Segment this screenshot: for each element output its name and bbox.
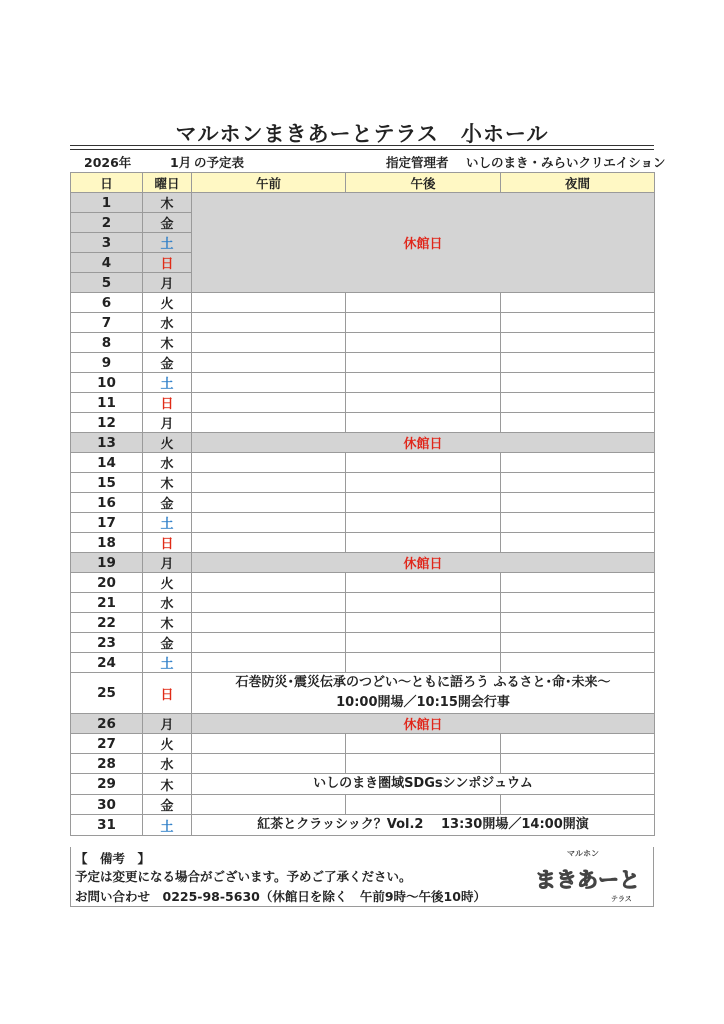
- schedule-row: [71, 613, 655, 633]
- slot-night: [501, 613, 655, 633]
- title-rule-top: [70, 145, 654, 146]
- slot-night: [501, 593, 655, 613]
- day-number: 8: [71, 333, 143, 353]
- weekday: 日: [143, 673, 192, 714]
- slot-afternoon: [346, 573, 501, 593]
- schedule-row: [71, 353, 655, 373]
- weekday: 月: [143, 273, 192, 293]
- slot-morning: [192, 593, 346, 613]
- weekday: 金: [143, 633, 192, 653]
- slot-night: [501, 453, 655, 473]
- closed-day-cell: 休館日: [192, 714, 655, 734]
- schedule-row: [71, 193, 655, 213]
- day-number: 1: [71, 193, 143, 213]
- weekday: 木: [143, 774, 192, 795]
- event-text: 紅茶とクラッシック？Vol.2 13:30開場／14:00開演: [257, 817, 589, 832]
- slot-morning: [192, 795, 346, 815]
- schedule-row: [71, 313, 655, 333]
- closed-day-cell: 休館日: [192, 433, 655, 453]
- makiart-logo: [527, 847, 645, 905]
- slot-night: [501, 513, 655, 533]
- slot-morning: [192, 373, 346, 393]
- slot-afternoon: [346, 413, 501, 433]
- schedule-row: [71, 373, 655, 393]
- weekday: 木: [143, 613, 192, 633]
- weekday: 火: [143, 573, 192, 593]
- schedule-row: [71, 673, 655, 714]
- day-number: 30: [71, 795, 143, 815]
- weekday: 月: [143, 413, 192, 433]
- schedule-row: [71, 393, 655, 413]
- slot-afternoon: [346, 473, 501, 493]
- weekday: 水: [143, 313, 192, 333]
- day-number: 10: [71, 373, 143, 393]
- event-cell: [192, 815, 655, 836]
- slot-night: [501, 373, 655, 393]
- slot-afternoon: [346, 293, 501, 313]
- schedule-row: [71, 774, 655, 795]
- schedule-row: [71, 433, 655, 453]
- slot-morning: [192, 353, 346, 373]
- day-number: 7: [71, 313, 143, 333]
- slot-night: [501, 734, 655, 754]
- schedule-suffix: の予定表: [194, 155, 245, 170]
- event-text: 石巻防災･震災伝承のつどい～ともに語ろう ふるさと･命･未来～: [235, 675, 611, 690]
- slot-night: [501, 393, 655, 413]
- col-header-night: 夜間: [501, 173, 655, 193]
- slot-night: [501, 653, 655, 673]
- day-number: 19: [71, 553, 143, 573]
- slot-morning: [192, 633, 346, 653]
- weekday: 木: [143, 333, 192, 353]
- slot-afternoon: [346, 313, 501, 333]
- col-header-weekday: 曜日: [143, 173, 192, 193]
- schedule-body: [71, 193, 655, 836]
- schedule-row: [71, 815, 655, 836]
- weekday: 土: [143, 513, 192, 533]
- day-number: 16: [71, 493, 143, 513]
- col-header-morning: 午前: [192, 173, 346, 193]
- notes-line-contact: お問い合わせ 0225-98-5630（休館日を除く 午前9時～午後10時）: [75, 889, 486, 904]
- day-number: 13: [71, 433, 143, 453]
- slot-morning: [192, 453, 346, 473]
- schedule-subheader: [70, 150, 666, 172]
- schedule-row: [71, 413, 655, 433]
- day-number: 27: [71, 734, 143, 754]
- day-number: 11: [71, 393, 143, 413]
- schedule-row: [71, 573, 655, 593]
- day-number: 29: [71, 774, 143, 795]
- day-number: 2: [71, 213, 143, 233]
- schedule-row: [71, 513, 655, 533]
- slot-night: [501, 333, 655, 353]
- notes-heading: 【 備考 】: [75, 851, 151, 866]
- day-number: 5: [71, 273, 143, 293]
- day-number: 20: [71, 573, 143, 593]
- day-number: 4: [71, 253, 143, 273]
- day-number: 14: [71, 453, 143, 473]
- day-number: 12: [71, 413, 143, 433]
- weekday: 水: [143, 593, 192, 613]
- slot-night: [501, 473, 655, 493]
- weekday: 土: [143, 815, 192, 836]
- event-text: いしのまき圏域SDGsシンポジュウム: [313, 776, 533, 791]
- slot-afternoon: [346, 333, 501, 353]
- weekday: 火: [143, 433, 192, 453]
- slot-afternoon: [346, 353, 501, 373]
- slot-morning: [192, 613, 346, 633]
- day-number: 23: [71, 633, 143, 653]
- event-text: 10:00開場／10:15開会行事: [336, 695, 510, 710]
- logo-bottom-text: テラス: [611, 895, 632, 903]
- weekday: 水: [143, 754, 192, 774]
- day-number: 31: [71, 815, 143, 836]
- schedule-row: [71, 473, 655, 493]
- weekday: 月: [143, 553, 192, 573]
- day-number: 28: [71, 754, 143, 774]
- slot-afternoon: [346, 453, 501, 473]
- weekday: 日: [143, 253, 192, 273]
- slot-afternoon: [346, 513, 501, 533]
- closed-days-cell: 休館日: [192, 193, 655, 293]
- manager-label: 指定管理者: [386, 155, 449, 170]
- schedule-row: [71, 714, 655, 734]
- day-number: 3: [71, 233, 143, 253]
- weekday: 金: [143, 213, 192, 233]
- closed-day-cell: 休館日: [192, 553, 655, 573]
- day-number: 17: [71, 513, 143, 533]
- day-number: 9: [71, 353, 143, 373]
- logo-top-text: マルホン: [567, 849, 599, 858]
- schedule-row: [71, 633, 655, 653]
- slot-morning: [192, 734, 346, 754]
- slot-afternoon: [346, 653, 501, 673]
- schedule-row: [71, 533, 655, 553]
- weekday: 水: [143, 453, 192, 473]
- slot-night: [501, 313, 655, 333]
- slot-morning: [192, 293, 346, 313]
- slot-morning: [192, 413, 346, 433]
- slot-morning: [192, 653, 346, 673]
- slot-night: [501, 493, 655, 513]
- day-number: 18: [71, 533, 143, 553]
- slot-night: [501, 633, 655, 653]
- slot-morning: [192, 493, 346, 513]
- weekday: 土: [143, 373, 192, 393]
- day-number: 15: [71, 473, 143, 493]
- notes-line-change: 予定は変更になる場合がございます。予めご了承ください。: [75, 869, 412, 884]
- col-header-day: 日: [71, 173, 143, 193]
- schedule-row: [71, 593, 655, 613]
- day-number: 21: [71, 593, 143, 613]
- slot-night: [501, 573, 655, 593]
- schedule-row: [71, 293, 655, 313]
- schedule-row: [71, 754, 655, 774]
- slot-morning: [192, 513, 346, 533]
- weekday: 金: [143, 493, 192, 513]
- slot-night: [501, 413, 655, 433]
- slot-night: [501, 795, 655, 815]
- slot-morning: [192, 573, 346, 593]
- day-number: 25: [71, 673, 143, 714]
- event-cell: [192, 673, 655, 714]
- slot-morning: [192, 333, 346, 353]
- schedule-row: [71, 734, 655, 754]
- day-number: 6: [71, 293, 143, 313]
- slot-afternoon: [346, 533, 501, 553]
- slot-morning: [192, 313, 346, 333]
- col-header-afternoon: 午後: [346, 173, 501, 193]
- year-label: 2026年: [84, 155, 132, 170]
- slot-afternoon: [346, 593, 501, 613]
- schedule-row: [71, 333, 655, 353]
- slot-afternoon: [346, 734, 501, 754]
- weekday: 火: [143, 734, 192, 754]
- slot-night: [501, 353, 655, 373]
- day-number: 24: [71, 653, 143, 673]
- weekday: 金: [143, 353, 192, 373]
- weekday: 土: [143, 233, 192, 253]
- day-number: 22: [71, 613, 143, 633]
- weekday: 月: [143, 714, 192, 734]
- month-label: 1月: [170, 155, 192, 170]
- slot-afternoon: [346, 795, 501, 815]
- slot-afternoon: [346, 393, 501, 413]
- slot-afternoon: [346, 633, 501, 653]
- weekday: 土: [143, 653, 192, 673]
- day-number: 26: [71, 714, 143, 734]
- weekday: 木: [143, 193, 192, 213]
- slot-afternoon: [346, 373, 501, 393]
- schedule-table: [70, 172, 655, 836]
- event-cell: [192, 774, 655, 795]
- slot-morning: [192, 393, 346, 413]
- slot-night: [501, 293, 655, 313]
- weekday: 金: [143, 795, 192, 815]
- schedule-row: [71, 453, 655, 473]
- weekday: 火: [143, 293, 192, 313]
- schedule-row: [71, 553, 655, 573]
- table-header-row: [71, 173, 655, 193]
- schedule-row: [71, 493, 655, 513]
- notes-box: [70, 847, 654, 907]
- slot-afternoon: [346, 613, 501, 633]
- slot-morning: [192, 473, 346, 493]
- page-title: マルホンまきあーとテラス 小ホール: [175, 122, 549, 146]
- slot-night: [501, 533, 655, 553]
- schedule-row: [71, 653, 655, 673]
- slot-afternoon: [346, 493, 501, 513]
- slot-morning: [192, 533, 346, 553]
- weekday: 木: [143, 473, 192, 493]
- schedule-row: [71, 795, 655, 815]
- slot-morning: [192, 754, 346, 774]
- slot-afternoon: [346, 754, 501, 774]
- weekday: 日: [143, 533, 192, 553]
- weekday: 日: [143, 393, 192, 413]
- slot-night: [501, 754, 655, 774]
- logo-main-text: まきあーと: [535, 867, 640, 892]
- manager-name: いしのまき・みらいクリエイション: [466, 155, 666, 170]
